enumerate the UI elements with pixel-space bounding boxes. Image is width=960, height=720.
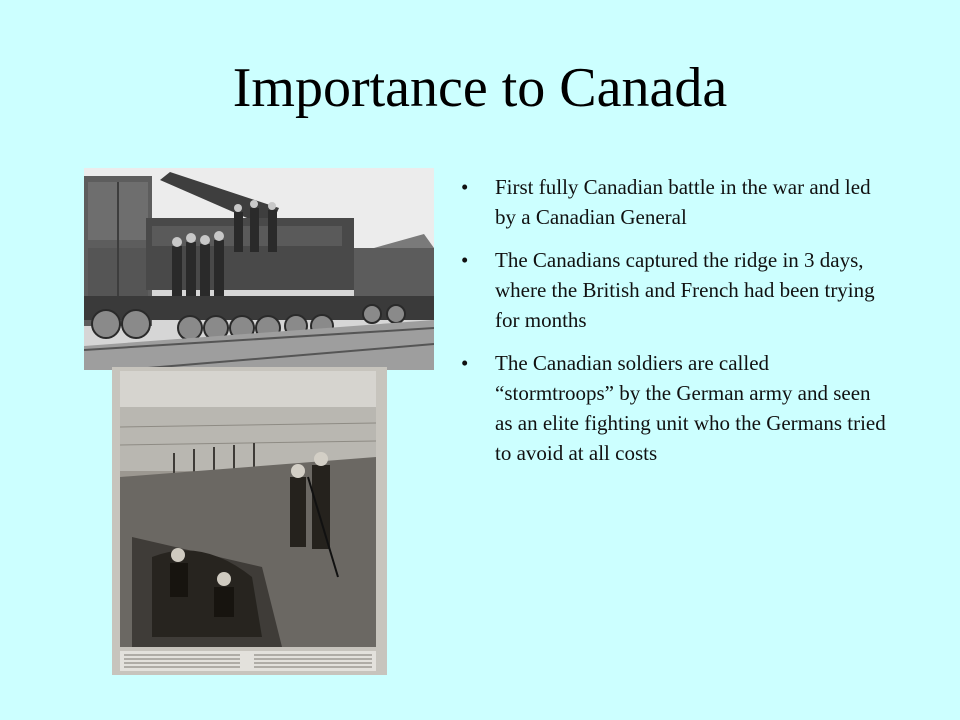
bullet-text: The Canadians captured the ridge in 3 days, where the British and French had been trying for months (495, 248, 875, 332)
bullet-text: First fully Canadian battle in the war and led by a Canadian General (495, 175, 871, 229)
slide-title: Importance to Canada (232, 57, 728, 119)
bullet-item (460, 245, 890, 335)
bullet-item (460, 172, 890, 232)
bullet-glyph: • (461, 175, 469, 199)
bullet-list (460, 172, 890, 481)
bullet-glyph: • (461, 248, 469, 272)
trench-illustration (112, 367, 387, 675)
bullet-item (460, 348, 890, 468)
bullet-glyph: • (461, 351, 469, 375)
railway-gun-photo (84, 168, 434, 370)
bullet-text: The Canadian soldiers are called “stormtroops” by the German army and seen as an elite fighting unit who the Germans tried to avoid at all costs (495, 351, 886, 465)
